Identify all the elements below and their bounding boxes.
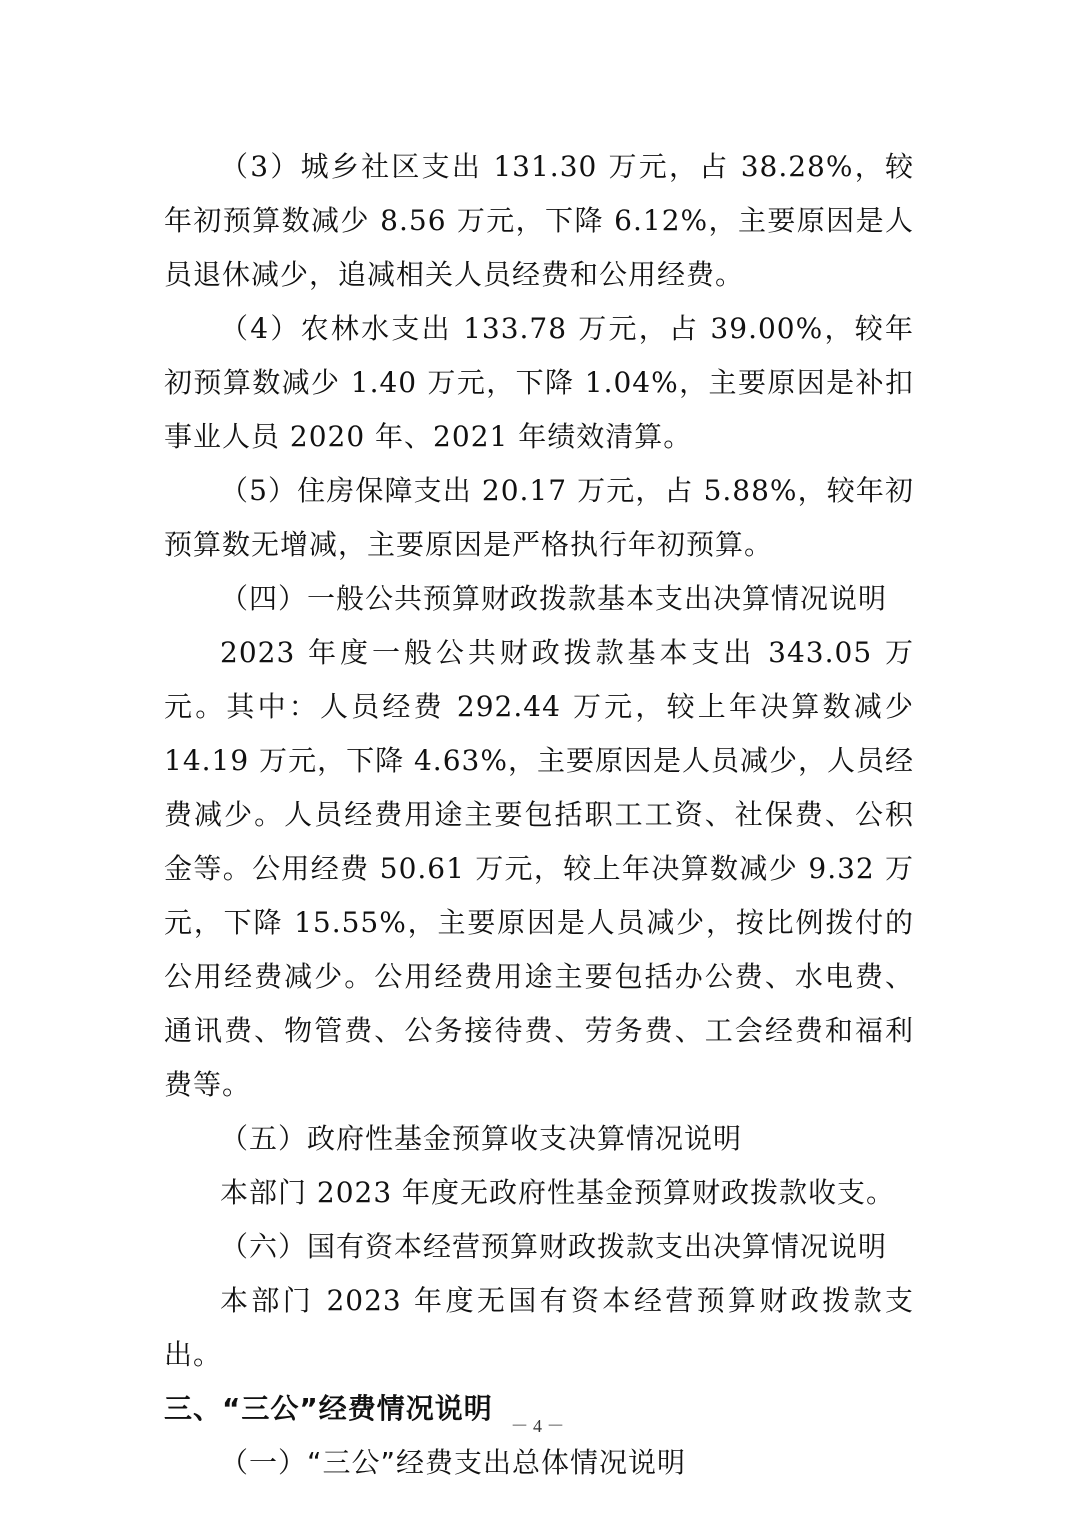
paragraph-basic-expenditure: 2023 年度一般公共财政拨款基本支出 343.05 万元。其中：人员经费 292.44 万元，较上年决算数减少 14.19 万元，下降 4.63%，主要原因是人员减少，人员经费减少。人员经费用途主要包括职工工资、社保费、公积金等。公用经费 50.61 万元，较上年决算数减少 9.32 万元，下降 15.55%，主要原因是人员减少，按比例拨付的公用经费减少。公用经费用途主要包括办公费、水电费、通讯费、物管费、公务接待费、劳务费、工会经费和福利费等。 [164,636,914,1101]
subheading-basic-expenditure: （四）一般公共预算财政拨款基本支出决算情况说明 [220,582,888,615]
paragraph-agriculture-forestry-water: （4）农林水支出 133.78 万元，占 39.00%，较年初预算数减少 1.40 万元，下降 1.04%，主要原因是补扣事业人员 2020 年、2021 年绩效清算。 [164,312,914,453]
page-number: － 4 － [510,1416,565,1436]
paragraph-urban-rural-community: （3）城乡社区支出 131.30 万元，占 38.28%，较年初预算数减少 8.56 万元，下降 6.12%，主要原因是人员退休减少，追减相关人员经费和公用经费。 [164,150,914,291]
subheading-state-capital: （六）国有资本经营预算财政拨款支出决算情况说明 [220,1230,888,1263]
section-heading-three-public-expenses: 三、“三公”经费情况说明 [164,1392,493,1425]
paragraph-state-capital: 本部门 2023 年度无国有资本经营预算财政拨款支出。 [164,1284,914,1371]
paragraph-government-fund: 本部门 2023 年度无政府性基金预算财政拨款收支。 [220,1176,896,1209]
subheading-government-fund: （五）政府性基金预算收支决算情况说明 [220,1122,743,1155]
paragraph-housing-security: （5）住房保障支出 20.17 万元，占 5.88%，较年初预算数无增减，主要原因是严格执行年初预算。 [164,474,914,561]
document-body [164,140,914,1490]
subheading-three-public-overall: （一）“三公”经费支出总体情况说明 [220,1446,687,1479]
